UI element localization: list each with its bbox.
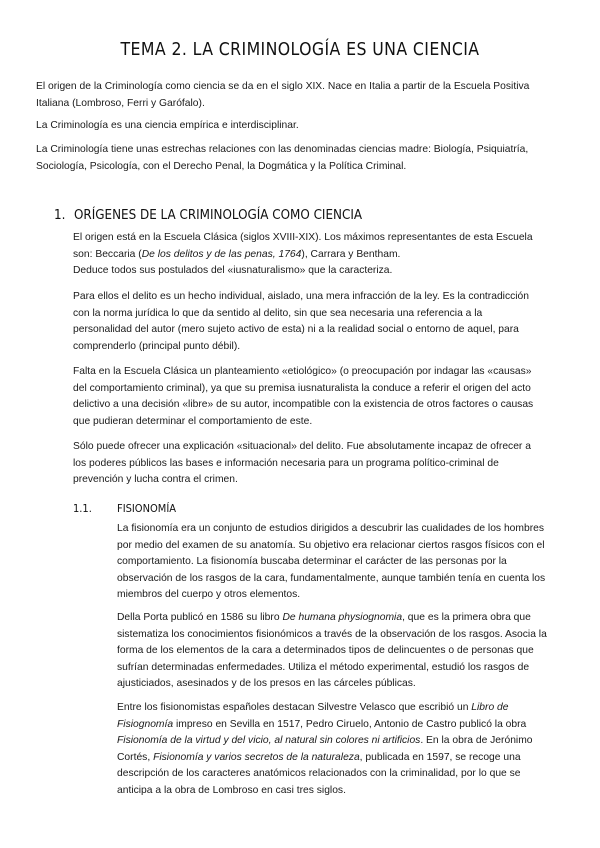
text-span: impreso en Sevilla en 1517, Pedro Ciruelo, Antonio de Castro publicó la obra bbox=[173, 718, 527, 730]
book-title: Fisionomía y varios secretos de la naturaleza bbox=[153, 751, 360, 763]
text-line: La fisionomía era un conjunto de estudios dirigidos a descubrir las cualidades de los hombres bbox=[117, 523, 544, 534]
section-heading bbox=[54, 208, 574, 223]
text-line bbox=[117, 610, 569, 627]
text-line: sufrían determinadas enfermedades. Utiliza el método experimental, estudió los rasgos de bbox=[117, 661, 530, 673]
section-number: 1. bbox=[54, 208, 66, 223]
text-line: delictivo a una decisión «libre» de su autor, incompatible con la existencia de otros factores o causas bbox=[73, 399, 534, 410]
text-line bbox=[73, 247, 568, 264]
book-title: De los delitos y de las penas, 1764 bbox=[141, 248, 302, 260]
text-line: Para ellos el delito es un hecho individual, aislado, una mera infracción de la ley. Es la contradicción bbox=[73, 291, 529, 302]
text-line: miembros del cuerpo y otros elementos. bbox=[117, 589, 301, 600]
subsection-paragraph bbox=[117, 521, 569, 604]
text-line: anticipa a la obra de Lombroso en casi tres siglos. bbox=[117, 784, 346, 796]
text-line: con la norma jurídica lo que da sentido al delito, sin que sea necesaria una referencia a la bbox=[73, 307, 483, 319]
text-span: son: Beccaria ( bbox=[73, 248, 142, 260]
subsection-paragraph bbox=[117, 700, 569, 799]
text-line: Deduce todos sus postulados del «iusnaturalismo» que la caracteriza. bbox=[73, 265, 393, 276]
subsection-title: FISIONOMÍA bbox=[117, 502, 177, 515]
text-line: ajusticiados, asesinados y de los presos en las cárceles públicas. bbox=[117, 678, 416, 689]
text-span: . En la obra de Jerónimo bbox=[420, 735, 533, 746]
text-span: Entre los fisionomistas españoles destacan Silvestre Velasco que escribió un bbox=[117, 702, 472, 713]
text-span: Cortés, bbox=[117, 751, 154, 763]
text-line: observación de los rasgos de la cara, fundamentalmente, aunque también tenía en cuenta los bbox=[117, 572, 546, 584]
intro-paragraph bbox=[36, 79, 566, 112]
text-line bbox=[117, 733, 569, 750]
text-line bbox=[117, 717, 569, 734]
text-span: , que es la primera obra que bbox=[402, 612, 531, 623]
text-line: descripción de los caracteres anatómicos relacionados con la criminalidad, por lo que se bbox=[117, 768, 521, 779]
subsection-paragraph bbox=[117, 610, 569, 693]
text-span: ), Carrara y Bentham. bbox=[301, 248, 401, 260]
book-title: Fisiognomía bbox=[117, 718, 174, 730]
subsection-heading bbox=[73, 502, 573, 515]
text-line: La Criminología tiene unas estrechas relaciones con las denominadas ciencias madre: Biología, Psiquiatría, bbox=[36, 144, 529, 155]
text-line: sistematiza los conocimientos fisionómicos a través de la observación de los rasgos. Asocia la bbox=[117, 628, 547, 640]
section-paragraph bbox=[73, 364, 568, 430]
text-line: del comportamiento criminal), ya que su premisa iusnaturalista la conduce a referir el origen del acto bbox=[73, 382, 531, 394]
section-title: ORÍGENES DE LA CRIMINOLOGÍA COMO CIENCIA bbox=[74, 208, 363, 223]
section-paragraph bbox=[73, 289, 568, 355]
text-line: El origen está en la Escuela Clásica (siglos XVIII-XIX). Los máximos representantes de esta Escuela bbox=[73, 232, 533, 243]
section-paragraph bbox=[73, 230, 568, 280]
book-title: De humana physiognomia bbox=[282, 612, 403, 623]
text-line: El origen de la Criminología como ciencia se da en el siglo XIX. Nace en Italia a partir de la Escuela Positiva bbox=[36, 81, 530, 92]
text-line: por medio del examen de su anatomía. Su objetivo era relacionar ciertos rasgos físicos con el bbox=[117, 539, 545, 551]
subsection-number: 1.1. bbox=[73, 502, 92, 515]
text-line: comprenderlo (principal punto débil). bbox=[73, 340, 241, 352]
text-line: personalidad del autor (mero sujeto activo de esta) ni a la realidad social o entorno de aquel, para bbox=[73, 324, 519, 335]
intro-paragraph bbox=[36, 118, 566, 135]
text-line: los poderes públicos las bases e información necesaria para un programa político-criminal de bbox=[73, 457, 499, 469]
book-title: Libro de bbox=[471, 702, 509, 713]
text-line: prevención y lucha contra el crimen. bbox=[73, 474, 238, 485]
text-line: comportamiento. La fisionomía buscaba determinar el carácter de las personas por la bbox=[117, 556, 507, 567]
text-line: La Criminología es una ciencia empírica e interdisciplinar. bbox=[36, 120, 299, 131]
text-line: Sólo puede ofrecer una explicación «situacional» del delito. Fue absolutamente incapaz de ofrecer a bbox=[73, 441, 531, 452]
text-line: Sociología, Psicología, con el Derecho Penal, la Dogmática y la Política Criminal. bbox=[36, 160, 407, 172]
text-line: forma de los elementos de la cara a determinados tipos de delincuentes o de personas que bbox=[117, 645, 534, 656]
text-line: Italiana (Lombroso, Ferri y Garófalo). bbox=[36, 97, 205, 109]
intro-paragraph bbox=[36, 142, 566, 175]
page-title: TEMA 2. LA CRIMINOLOGÍA ES UNA CIENCIA bbox=[120, 40, 480, 60]
text-line: Falta en la Escuela Clásica un planteamiento «etiológico» (o preocupación por indagar las «causas» bbox=[73, 366, 532, 377]
section-paragraph bbox=[73, 439, 568, 489]
text-span: , publicada en 1597, se recoge una bbox=[359, 751, 521, 763]
book-title: Fisionomía de la virtud y del vicio, al natural sin colores ni artificios bbox=[117, 735, 421, 746]
text-line: que pudieran determinar el comportamiento de este. bbox=[73, 415, 313, 427]
text-line bbox=[117, 750, 569, 767]
text-line bbox=[117, 700, 569, 717]
text-span: Della Porta publicó en 1586 su libro bbox=[117, 612, 283, 623]
